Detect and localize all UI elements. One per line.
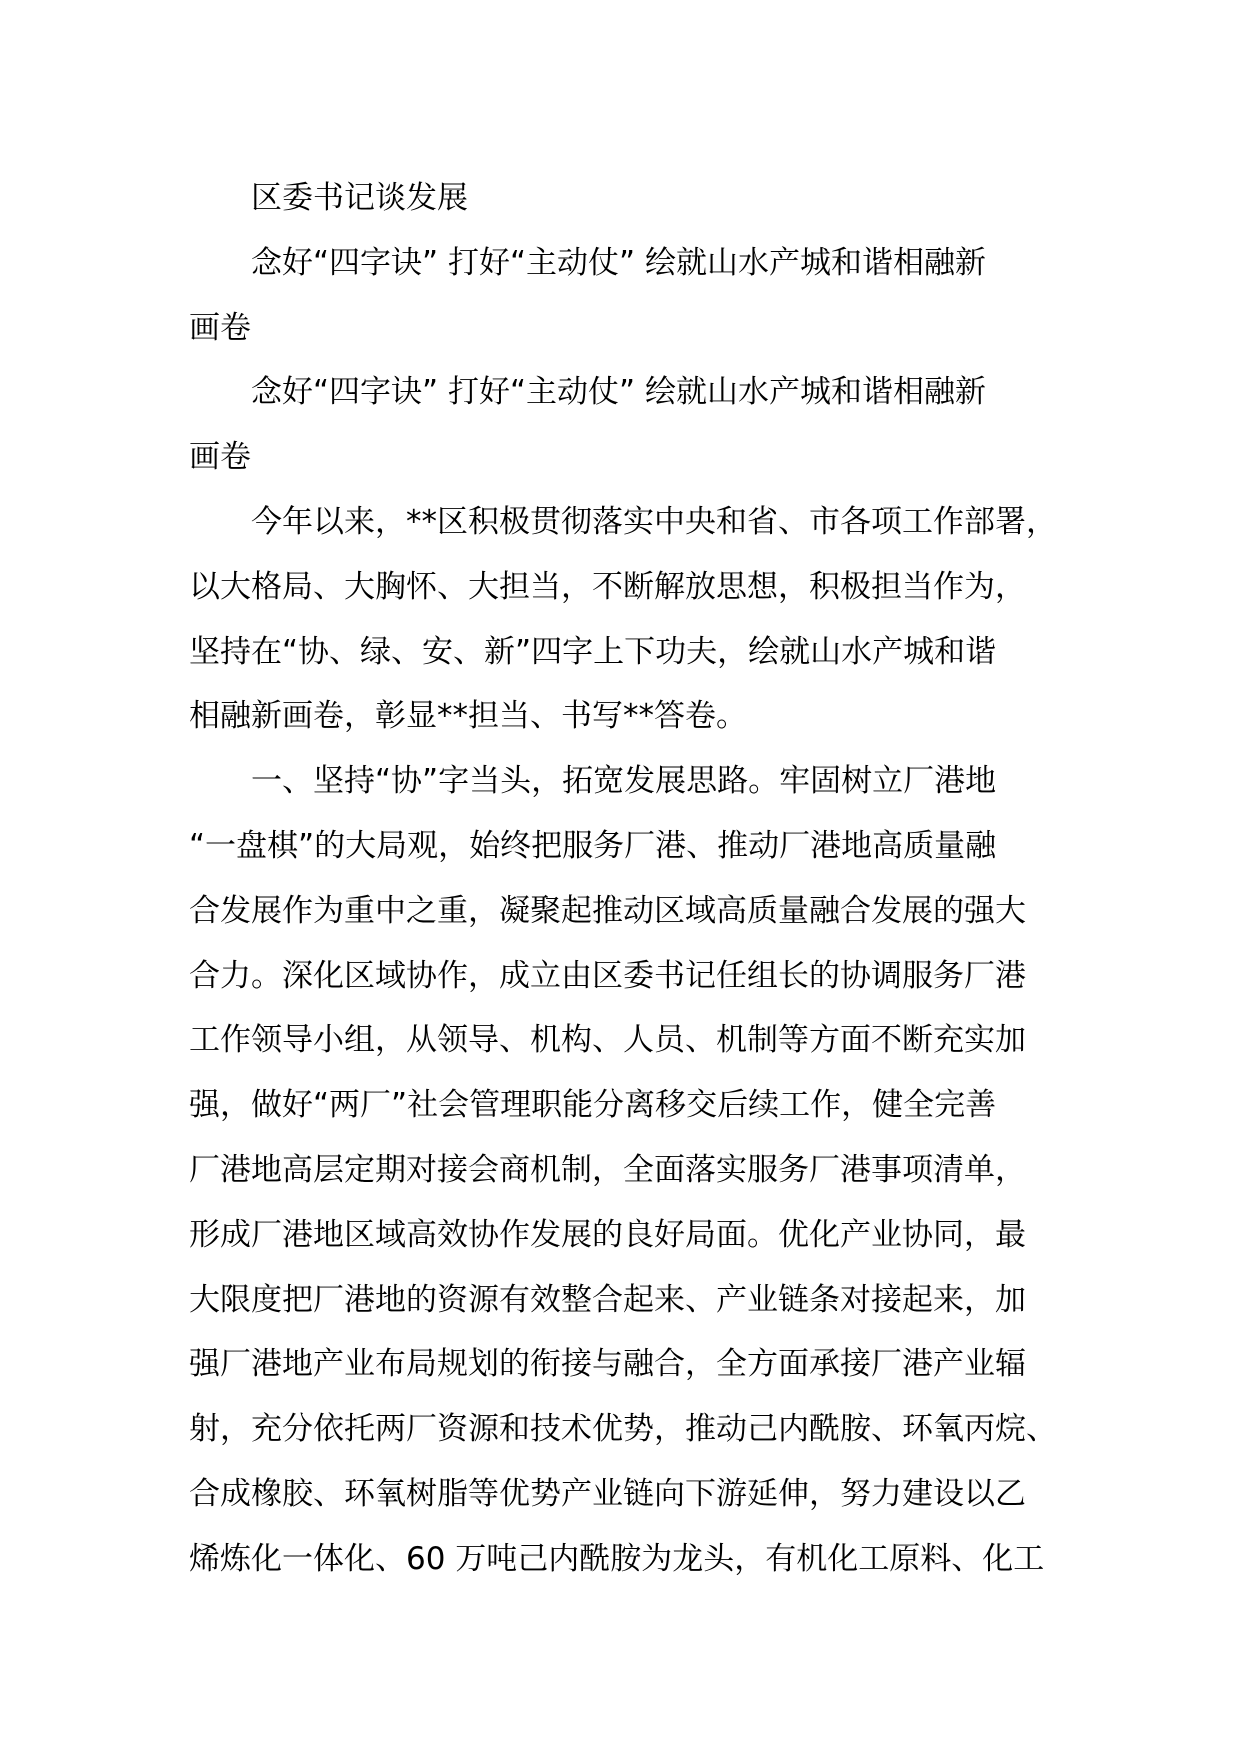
article-title-repeat (189, 360, 1057, 490)
paragraph-line: 射，充分依托两厂资源和技术优势，推动己内酰胺、环氧丙烷、 (189, 1411, 1057, 1448)
title-line: 画卷 (189, 309, 251, 346)
section-heading: 区委书记谈发展 (251, 180, 468, 216)
paragraph-line: 合力。深化区域协作，成立由区委书记任组长的协调服务厂港 (189, 957, 1026, 994)
paragraph-line: 厂港地高层定期对接会商机制，全面落实服务厂港事项清单， (189, 1151, 1026, 1188)
paragraph-line: 工作领导小组，从领导、机构、人员、机制等方面不断充实加 (189, 1022, 1026, 1059)
section-one-paragraph (189, 749, 1057, 1591)
paragraph-line: 强，做好“两厂”社会管理职能分离移交后续工作，健全完善 (189, 1087, 997, 1124)
paragraph-line: 以大格局、大胸怀、大担当，不断解放思想，积极担当作为， (189, 568, 1026, 605)
paragraph-line: “一盘棋”的大局观，始终把服务厂港、推动厂港地高质量融 (189, 827, 997, 864)
document-body (189, 166, 1057, 1592)
paragraph-line: 烯炼化一体化、60 万吨己内酰胺为龙头，有机化工原料、化工 (189, 1540, 1045, 1577)
paragraph-line: 相融新画卷，彰显**担当、书写**答卷。 (189, 698, 747, 735)
paragraph-line: 形成厂港地区域高效协作发展的良好局面。优化产业协同，最 (189, 1216, 1026, 1253)
paragraph-line: 合发展作为重中之重，凝聚起推动区域高质量融合发展的强大 (189, 892, 1026, 929)
title-line: 画卷 (189, 439, 251, 476)
paragraph-line: 强厂港地产业布局规划的衔接与融合，全方面承接厂港产业辐 (189, 1346, 1026, 1383)
article-title (189, 231, 1057, 361)
paragraph-line: 一、坚持“协”字当头，拓宽发展思路。牢固树立厂港地 (251, 763, 997, 800)
paragraph-line: 大限度把厂港地的资源有效整合起来、产业链条对接起来，加 (189, 1281, 1026, 1318)
paragraph-line: 坚持在“协、绿、安、新”四字上下功夫，绘就山水产城和谐 (189, 633, 997, 670)
paragraph-line: 今年以来，**区积极贯彻落实中央和省、市各项工作部署， (251, 503, 1057, 540)
title-line: 念好“四字诀” 打好“主动仗” 绘就山水产城和谐相融新 (251, 374, 986, 411)
title-line: 念好“四字诀” 打好“主动仗” 绘就山水产城和谐相融新 (251, 244, 986, 281)
intro-paragraph (189, 490, 1057, 749)
paragraph-line: 合成橡胶、环氧树脂等优势产业链向下游延伸，努力建设以乙 (189, 1475, 1026, 1512)
